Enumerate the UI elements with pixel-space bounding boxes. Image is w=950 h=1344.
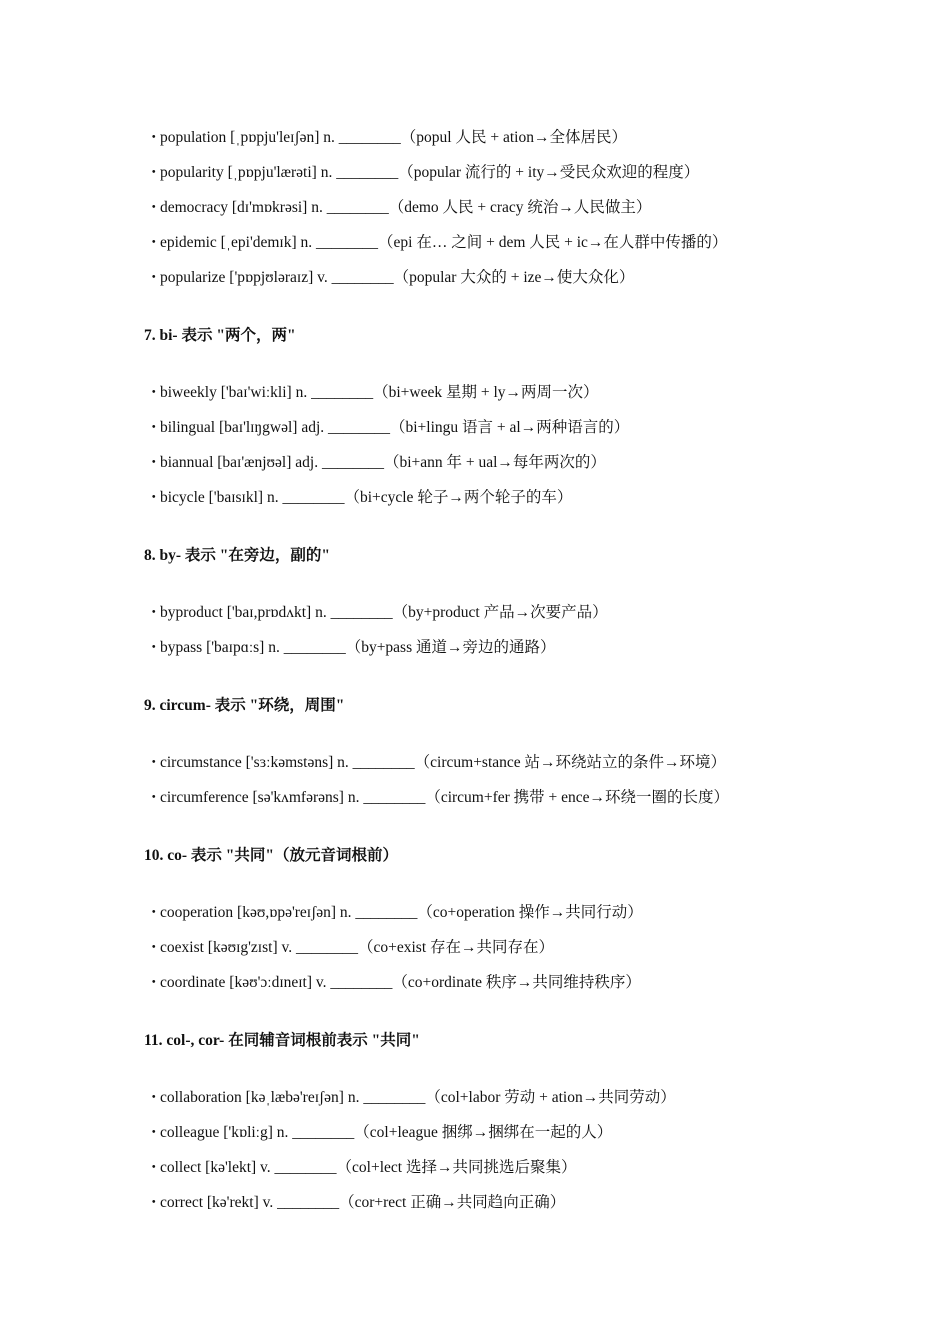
word-entry: collaboration [kəˌlæbə'reɪʃən] n. ________（col+labor 劳动 + ation→共同劳动）: [160, 1089, 676, 1106]
list-item: ・circumference [sə'kʌmfərəns] n. ________（circum+fer 携带 + ence→环绕一圈的长度）: [146, 789, 730, 806]
list-item: ・colleague ['kɒliːg] n. ________（col+league 捆绑→捆绑在一起的人）: [146, 1124, 613, 1141]
word-entry: democracy [dɪ'mɒkrəsi] n. ________（demo 人民 + cracy 统治→人民做主）: [160, 199, 652, 216]
list-item: ・cooperation [kəʊ,ɒpə'reɪʃən] n. ________（co+operation 操作→共同行动）: [146, 904, 643, 921]
word-entry: coordinate [kəʊ'ɔːdɪneɪt] v. ________（co+ordinate 秩序→共同维持秩序）: [160, 974, 641, 991]
word-entry: popularize ['pɒpjʊləraɪz] v. ________（popular 大众的 + ize→使大众化）: [160, 269, 635, 286]
list-item: ・coexist [kəʊɪg'zɪst] v. ________（co+exist 存在→共同存在）: [146, 939, 555, 956]
section-heading: 8. by- 表示 "在旁边，副的": [144, 547, 330, 564]
section-heading: 10. co- 表示 "共同"（放元音词根前）: [144, 847, 399, 864]
list-item: ・byproduct ['baɪ,prɒdʌkt] n. ________（by+product 产品→次要产品）: [146, 604, 608, 621]
list-item: ・democracy [dɪ'mɒkrəsi] n. ________（demo 人民 + cracy 统治→人民做主）: [146, 199, 652, 216]
list-item: ・bilingual [baɪ'lɪŋgwəl] adj. ________（bi+lingu 语言 + al→两种语言的）: [146, 419, 630, 436]
word-entry: circumference [sə'kʌmfərəns] n. ________（circum+fer 携带 + ence→环绕一圈的长度）: [160, 789, 730, 806]
list-item: ・collect [kə'lekt] v. ________（col+lect 选择→共同挑选后聚集）: [146, 1159, 577, 1176]
word-entry: collect [kə'lekt] v. ________（col+lect 选择→共同挑选后聚集）: [160, 1159, 577, 1176]
list-item: ・circumstance ['sɜːkəmstəns] n. ________（circum+stance 站→环绕站立的条件→环境）: [146, 754, 727, 771]
word-entry: circumstance ['sɜːkəmstəns] n. ________（circum+stance 站→环绕站立的条件→环境）: [160, 754, 727, 771]
word-entry: coexist [kəʊɪg'zɪst] v. ________（co+exist 存在→共同存在）: [160, 939, 555, 956]
word-entry: bicycle ['baɪsɪkl] n. ________（bi+cycle 轮子→两个轮子的车）: [160, 489, 573, 506]
word-entry: biannual [baɪ'ænjʊəl] adj. ________（bi+ann 年 + ual→每年两次的）: [160, 454, 606, 471]
section-heading: 7. bi- 表示 "两个，两": [144, 327, 296, 344]
list-item: ・bicycle ['baɪsɪkl] n. ________（bi+cycle 轮子→两个轮子的车）: [146, 489, 573, 506]
list-item: ・biweekly ['baɪ'wiːkli] n. ________（bi+week 星期 + ly→两周一次）: [146, 384, 599, 401]
word-entry: bilingual [baɪ'lɪŋgwəl] adj. ________（bi+lingu 语言 + al→两种语言的）: [160, 419, 630, 436]
list-item: ・coordinate [kəʊ'ɔːdɪneɪt] v. ________（co+ordinate 秩序→共同维持秩序）: [146, 974, 641, 991]
word-entry: popularity [ˌpɒpju'lærəti] n. ________（popular 流行的 + ity→受民众欢迎的程度）: [160, 164, 700, 181]
word-entry: cooperation [kəʊ,ɒpə'reɪʃən] n. ________（co+operation 操作→共同行动）: [160, 904, 643, 921]
section-heading: 11. col-, cor- 在同辅音词根前表示 "共同": [144, 1032, 420, 1049]
list-item: ・collaboration [kəˌlæbə'reɪʃən] n. ________（col+labor 劳动 + ation→共同劳动）: [146, 1089, 676, 1106]
word-entry: population [ˌpɒpju'leɪʃən] n. ________（popul 人民 + ation→全体居民）: [160, 129, 627, 146]
list-item: ・bypass ['baɪpɑːs] n. ________（by+pass 通道→旁边的通路）: [146, 639, 556, 656]
word-entry: bypass ['baɪpɑːs] n. ________（by+pass 通道→旁边的通路）: [160, 639, 556, 656]
word-entry: biweekly ['baɪ'wiːkli] n. ________（bi+week 星期 + ly→两周一次）: [160, 384, 599, 401]
word-entry: epidemic [ˌepi'demɪk] n. ________（epi 在… 之间 + dem 人民 + ic→在人群中传播的）: [160, 234, 728, 251]
list-item: ・epidemic [ˌepi'demɪk] n. ________（epi 在… 之间 + dem 人民 + ic→在人群中传播的）: [146, 234, 728, 251]
word-entry: colleague ['kɒliːg] n. ________（col+league 捆绑→捆绑在一起的人）: [160, 1124, 613, 1141]
list-item: ・biannual [baɪ'ænjʊəl] adj. ________（bi+ann 年 + ual→每年两次的）: [146, 454, 606, 471]
word-entry: byproduct ['baɪ,prɒdʌkt] n. ________（by+product 产品→次要产品）: [160, 604, 608, 621]
word-entry: correct [kə'rekt] v. ________（cor+rect 正确→共同趋向正确）: [160, 1194, 566, 1211]
list-item: ・popularize ['pɒpjʊləraɪz] v. ________（popular 大众的 + ize→使大众化）: [146, 269, 635, 286]
list-item: ・correct [kə'rekt] v. ________（cor+rect 正确→共同趋向正确）: [146, 1194, 566, 1211]
list-item: ・popularity [ˌpɒpju'lærəti] n. ________（popular 流行的 + ity→受民众欢迎的程度）: [146, 164, 700, 181]
list-item: ・population [ˌpɒpju'leɪʃən] n. ________（popul 人民 + ation→全体居民）: [146, 129, 627, 146]
section-heading: 9. circum- 表示 "环绕，周围": [144, 697, 345, 714]
